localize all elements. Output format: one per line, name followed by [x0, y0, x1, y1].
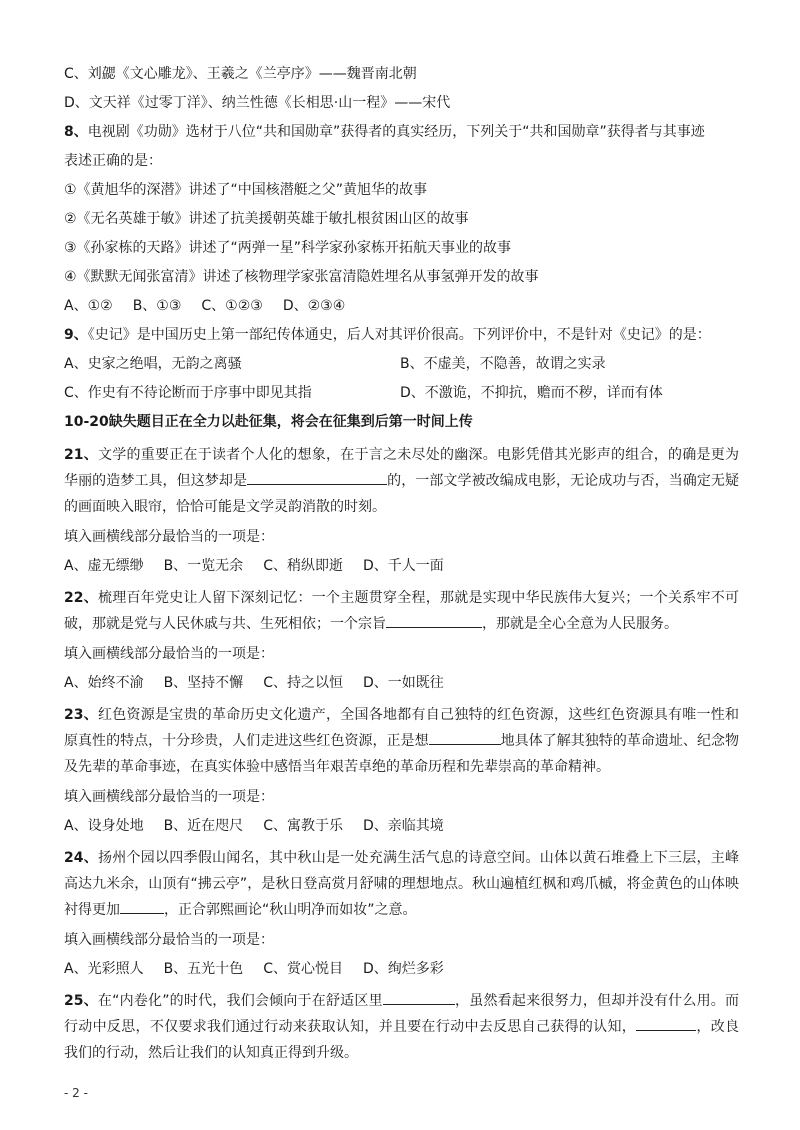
q25-stem	[64, 988, 739, 1066]
q8-item-2: ②《无名英雄于敏》讲述了抗美援朝英雄于敏扎根贫困山区的故事	[64, 211, 469, 227]
q23-options	[64, 816, 739, 836]
q9-options	[64, 354, 739, 403]
q21-prompt: 填入画横线部分最恰当的一项是：	[64, 529, 274, 545]
q9-option-c: C、作史有不待论断而于序事中即见其指	[64, 385, 312, 401]
q21-option-b: B、一览无余	[163, 558, 244, 574]
q21-text-b: 的，一部文学被改编成电影，无论成功与否，当确定无疑的画面映入眼帘，恰恰可能是文学灵韵消散的时刻。	[64, 473, 740, 515]
q23-blank	[429, 729, 501, 745]
q24-option-b: B、五光十色	[163, 961, 244, 977]
q24-options	[64, 959, 739, 979]
q8-option-a: A、①②	[64, 298, 113, 314]
q24-option-d: D、绚烂多彩	[362, 961, 444, 977]
q22-option-a: A、始终不渝	[64, 675, 144, 691]
q24-option-c: C、赏心悦目	[263, 961, 343, 977]
q23-option-d: D、亲临其境	[362, 818, 444, 834]
q8-stem	[64, 122, 739, 142]
q25-text-a: 在“内卷化”的时代，我们会倾向于在舒适区里	[97, 993, 383, 1009]
q22-option-b: B、坚持不懈	[163, 675, 244, 691]
q21-option-a: A、虚无缥缈	[64, 558, 144, 574]
q23-stem	[64, 702, 739, 780]
q8-number: 8、	[64, 124, 88, 140]
q9-stem-text: 《史记》是中国历史上第一部纪传体通史，后人对其评价很高。下列评价中，不是针对《史记》的是：	[87, 327, 711, 343]
prev-q-option-d: D、文天祥《过零丁洋》、纳兰性德《长相思·山一程》——宋代	[64, 95, 451, 111]
q8-item-4: ④《默默无闻张富清》讲述了核物理学家张富清隐姓埋名从事氢弹开发的故事	[64, 269, 539, 285]
q23-text-b: 地具体了解其独特的革命遗址、纪念物及先辈的革命事迹，在真实体验中感悟当年艰苦卓绝的革命历程和先辈崇高的革命精神。	[64, 733, 740, 775]
missing-questions-note: 10-20缺失题目正在全力以赴征集，将会在征集到后第一时间上传	[64, 414, 473, 430]
q21-number: 21、	[64, 447, 98, 463]
q25-text-b: ，虽然看起来很努力，但却并没有什么用。而行动中反思，不仅要求我们通过行动来获取认知，并且要在行动中去反思自己获得的认知，	[64, 993, 739, 1035]
q25-blank-1	[383, 989, 455, 1005]
q22-prompt: 填入画横线部分最恰当的一项是：	[64, 646, 274, 662]
q21-options	[64, 556, 739, 576]
q22-number: 22、	[64, 590, 98, 606]
q25-text-c: ，改良我们的行动，然后让我们的认知真正得到升级。	[64, 1019, 740, 1061]
q23-option-a: A、设身处地	[64, 818, 144, 834]
q21-text-a: 文学的重要正在于读者个人化的想象，在于言之未尽处的幽深。电影凭借其光影声的组合，的确是更为华丽的造梦工具，但这梦却是	[64, 447, 739, 489]
q22-text-a: 梳理百年党史让人留下深刻记忆：一个主题贯穿全程，那就是实现中华民族伟大复兴；一个关系牢不可破，那就是党与人民休戚与共、生死相依；一个宗旨	[64, 590, 739, 632]
q24-text-b: ，正合郭熙画论“秋山明净而如妆”之意。	[164, 902, 417, 918]
q23-text-a: 红色资源是宝贵的革命历史文化遗产，全国各地都有自己独特的红色资源，这些红色资源具有唯一性和原真性的特点，十分珍贵，人们走进这些红色资源，正是想	[64, 707, 739, 749]
q23-prompt: 填入画横线部分最恰当的一项是：	[64, 789, 274, 805]
q23-option-c: C、寓教于乐	[263, 818, 343, 834]
q24-text-a: 扬州个园以四季假山闻名，其中秋山是一处充满生活气息的诗意空间。山体以黄石堆叠上下三层，主峰高达九米余，山顶有“拂云亭”，是秋日登高赏月舒啸的理想地点。秋山遍植红枫和鸡爪槭，将金黄色的山体映衬得更加	[64, 850, 739, 918]
q24-blank	[120, 898, 164, 914]
q8-item-3: ③《孙家栋的天路》讲述了“两弹一星”科学家孙家栋开拓航天事业的故事	[64, 240, 512, 256]
q23-option-b: B、近在咫尺	[163, 818, 244, 834]
q9-stem	[64, 325, 739, 345]
q8-stem-cont: 表述正确的是：	[64, 153, 162, 169]
q8-option-c: C、①②③	[201, 298, 263, 314]
q24-prompt: 填入画横线部分最恰当的一项是：	[64, 932, 274, 948]
q9-option-d: D、不激诡，不抑抗，赡而不秽，详而有体	[400, 385, 663, 401]
q21-option-c: C、稍纵即逝	[263, 558, 343, 574]
q9-option-b: B、不虚美，不隐善，故谓之实录	[400, 356, 606, 372]
q22-blank	[386, 612, 482, 628]
q25-blank-2	[636, 1015, 696, 1031]
q22-stem	[64, 585, 739, 637]
q21-blank	[247, 469, 387, 485]
q23-number: 23、	[64, 707, 98, 723]
q24-number: 24、	[64, 850, 98, 866]
q22-text-b: ，那就是全心全意为人民服务。	[482, 616, 678, 632]
page-content	[64, 64, 739, 1073]
q24-stem	[64, 845, 739, 923]
q9-option-a: A、史家之绝唱，无韵之离骚	[64, 356, 242, 372]
q25-number: 25、	[64, 993, 98, 1009]
q9-number: 9、	[64, 327, 88, 343]
q21-option-d: D、千人一面	[362, 558, 444, 574]
prev-q-option-c: C、刘勰《文心雕龙》、王羲之《兰亭序》——魏晋南北朝	[64, 66, 417, 82]
q8-option-b: B、①③	[132, 298, 182, 314]
q8-stem-text: 电视剧《功勋》选材于八位“共和国勋章”获得者的真实经历，下列关于“共和国勋章”获得者与其事迹	[87, 124, 705, 140]
q8-option-d: D、②③④	[282, 298, 346, 314]
q22-option-c: C、持之以恒	[263, 675, 343, 691]
q22-option-d: D、一如既往	[362, 675, 444, 691]
q8-item-1: ①《黄旭华的深潜》讲述了“中国核潜艇之父”黄旭华的故事	[64, 182, 428, 198]
page-number: - 2 -	[64, 1086, 88, 1100]
q8-options	[64, 296, 739, 316]
q22-options	[64, 673, 739, 693]
q24-option-a: A、光彩照人	[64, 961, 144, 977]
q21-stem	[64, 442, 739, 520]
